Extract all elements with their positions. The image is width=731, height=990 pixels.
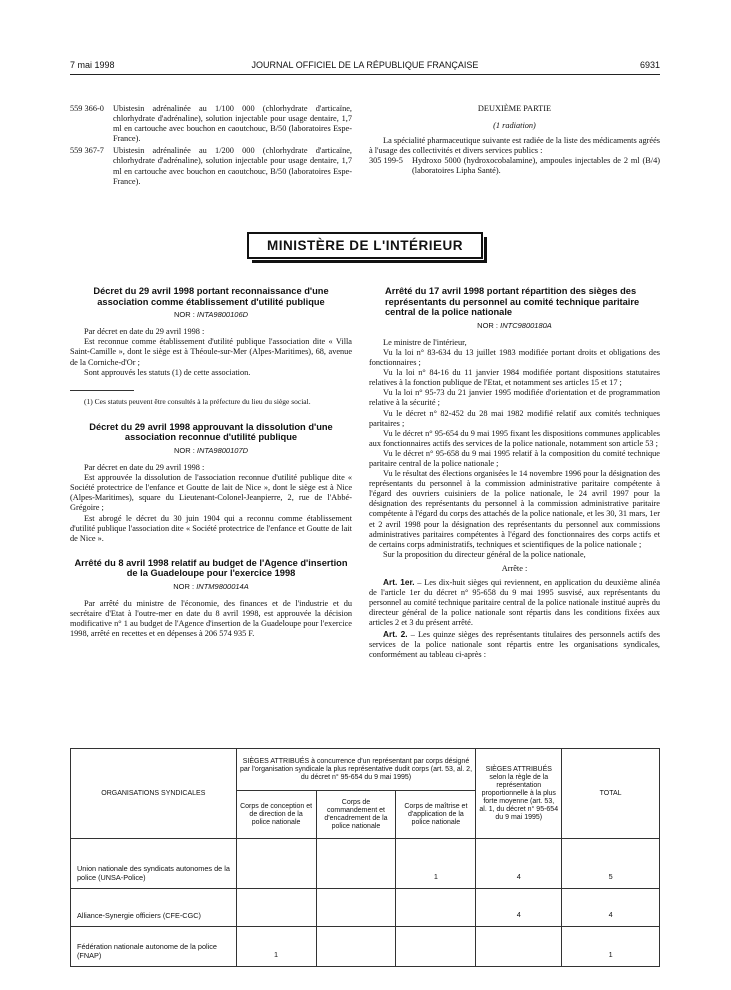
entry-text: Ubistesin adrénalinée au 1/200 000 (chlorhydrate d'articaïne, chlorhydrate d'adrénaline), solution injectable pour usage dentaire, 1,7 ml en cartouche avec bouchon en caoutchouc, B/50 (laboratoires Espe-France). (113, 146, 352, 186)
cell-total: 5 (562, 839, 660, 889)
arrete1-nor (70, 582, 352, 592)
nor-code: INTA9800106D (196, 310, 249, 320)
cell-maitrise (396, 889, 476, 927)
list-item (70, 104, 352, 144)
table-row (71, 927, 660, 967)
column-header-total: TOTAL (562, 749, 660, 839)
paragraph: Le ministre de l'intérieur, (383, 337, 467, 347)
entry-code: 305 199-5 (369, 156, 403, 166)
table-row (71, 889, 660, 927)
article-text: – Les dix-huit sièges qui reviennent, en application du deuxième alinéa de l'article 1er du décret n° 95-658 du 9 mai 1995 susvisé, aux représentants du personnel au comité technique paritaire central de la police nationale institué auprès du directeur général de la police nationale sont répartis dans les conditions fixées aux articles 2 et 3 du présent arrêté. (369, 578, 660, 628)
column-header-maitrise: Corps de maîtrise et d'application de la police nationale (396, 791, 476, 839)
vu-paragraph: Vu la loi n° 95-73 du 21 janvier 1995 modifiée d'orientation et de programmation relative à la sécurité ; (369, 388, 660, 408)
column-header-sieges-corps: SIÈGES ATTRIBUÉS à concurrence d'un représentant par corps désigné par l'organisation syndicale la plus représentative dudit corps (art. 53, al. 2, du décret n° 95-654 du 9 mai 1995) (236, 749, 476, 791)
footnote-separator (70, 390, 134, 391)
article-text: – Les quinze sièges des représentants titulaires des personnels actifs des services de la police nationale sont répartis entre les organisations syndicales, conformément au tableau ci-après : (369, 629, 660, 659)
right-column (369, 286, 660, 660)
article-2 (369, 629, 660, 660)
footnote: (1) Ces statuts peuvent être consultés à la préfecture du lieu du siège social. (84, 396, 311, 406)
table-row (71, 839, 660, 889)
ministry-title: MINISTÈRE DE L'INTÉRIEUR (267, 238, 463, 253)
arrete1-title: Arrêté du 8 avril 1998 relatif au budget de l'Agence d'insertion de la Guadeloupe pour l'exercice 1998 (74, 557, 348, 579)
cell-conception (236, 889, 316, 927)
list-item (369, 156, 660, 176)
nor-label: NOR : (173, 310, 195, 320)
arrete-heading: Arrête : (501, 563, 528, 573)
paragraph: Sont approuvés les statuts (1) de cette association. (84, 367, 251, 377)
paragraph: Est approuvée la dissolution de l'association reconnue d'utilité publique dite « Société protectrice de l'enfance et Goutte de lait de Nice », dont le siège est à Nice (Alpes-Maritimes), square du Lieutenant-Colonel-Jeanpierre, 2, rue de l'Abbé-Grégoire ; (70, 473, 352, 513)
cell-total: 1 (562, 927, 660, 967)
entry-text: Hydroxo 5000 (hydroxocobalamine), ampoules injectables de 2 ml (B/4) (laboratoires Lipha Santé). (412, 156, 660, 176)
cell-conception: 1 (236, 927, 316, 967)
decree2-nor (70, 446, 352, 456)
cell-conception (236, 839, 316, 889)
vu-paragraph: Vu la loi n° 84-16 du 11 janvier 1984 modifiée portant dispositions statutaires relatives à la fonction publique de l'Etat, et notamment ses articles 15 et 17 ; (369, 368, 660, 388)
page-header (70, 60, 660, 72)
column-header-organisations: ORGANISATIONS SYNDICALES (71, 749, 237, 839)
cell-maitrise (396, 927, 476, 967)
decree1-nor (70, 310, 352, 320)
cell-commandement (316, 839, 396, 889)
paragraph: Par décret en date du 29 avril 1998 : (84, 463, 205, 473)
cell-commandement (316, 927, 396, 967)
header-journal-title: JOURNAL OFFICIEL DE LA RÉPUBLIQUE FRANÇAISE (251, 60, 479, 70)
nor-label: NOR : (173, 581, 195, 591)
vu-paragraph: Vu le décret n° 95-654 du 9 mai 1995 fixant les dispositions communes applicables aux fonctionnaires actifs des services de la police nationale, notamment son article 53 ; (369, 428, 660, 448)
vu-paragraph: Vu le décret n° 82-452 du 28 mai 1982 modifié relatif aux comités techniques paritaires ; (369, 408, 660, 428)
entry-text: Ubistesin adrénalinée au 1/100 000 (chlorhydrate d'articaïne, chlorhydrate d'adrénaline), solution injectable pour usage dentaire, 1,7 ml en cartouche avec bouchon en caoutchouc, B/50 (laboratoires Espe-France). (113, 104, 352, 144)
column-header-sieges-proportionnelle: SIÈGES ATTRIBUÉS selon la règle de la représentation proportionnelle à la plus forte moyenne (art. 53, al. 1, du décret n° 95-654 du 9 mai 1995) (476, 749, 562, 839)
row-organisation: Alliance-Synergie officiers (CFE-CGC) (71, 889, 237, 927)
entry-code: 559 367-7 (70, 146, 104, 156)
article-label: Art. 1er. (383, 577, 415, 588)
decree1-title: Décret du 29 avril 1998 portant reconnaissance d'une association comme établissement d'utilité publique (93, 286, 329, 307)
seats-table (70, 748, 660, 967)
column-header-conception: Corps de conception et de direction de la police nationale (236, 791, 316, 839)
article-1 (369, 577, 660, 628)
cell-proportionnelle: 4 (476, 839, 562, 889)
cell-maitrise: 1 (396, 839, 476, 889)
nor-code: INTM9800014A (196, 581, 249, 591)
cell-commandement (316, 889, 396, 927)
header-date: 7 mai 1998 (70, 60, 115, 70)
ministry-heading (247, 232, 483, 259)
medication-list (70, 104, 352, 189)
vu-paragraph: Vu le résultat des élections organisées le 14 novembre 1996 pour la désignation des représentants du personnel à la commission administrative paritaire compétente à l'égard des ouvriers cuisiniers de la police nationale, le 24 avril 1997 pour la désignation des représentants du personnel à la commission administrative paritaire compétente à l'égard du corps des attachés de la police nationale, et les 30, 31 mars, 1er et 2 avril 1998 pour la désignation des représentants du personnel aux commissions administratives paritaires compétentes à l'égard des fonctionnaires des corps actifs et de certains corps administratifs, techniques et scientifiques de la police nationale ; (369, 469, 660, 549)
cell-total: 4 (562, 889, 660, 927)
vu-paragraph: Vu le décret n° 95-658 du 9 mai 1995 relatif à la composition du comité technique paritaire central de la police nationale ; (369, 448, 660, 468)
nor-label: NOR : (173, 445, 195, 455)
list-item (70, 146, 352, 186)
section-subheading: (1 radiation) (493, 121, 536, 131)
header-rule (70, 74, 660, 75)
paragraph: Est reconnue comme établissement d'utilité publique l'association dite « Villa Saint-Camille », dont le siège est à Théoule-sur-Mer (Alpes-Maritimes), 68, avenue de la Corniche-d'Or ; (70, 337, 352, 367)
cell-proportionnelle (476, 927, 562, 967)
article-label: Art. 2. (383, 628, 408, 639)
column-header-commandement: Corps de commandement et d'encadrement de la police nationale (316, 791, 396, 839)
row-organisation: Fédération nationale autonome de la police (FNAP) (71, 927, 237, 967)
nor-label: NOR : (477, 320, 499, 330)
decree2-title: Décret du 29 avril 1998 approuvant la dissolution d'une association reconnue d'utilité publique (89, 421, 333, 443)
vu-paragraph: Vu la loi n° 83-634 du 13 juillet 1983 modifiée portant droits et obligations des fonctionnaires ; (369, 347, 660, 368)
paragraph: Par décret en date du 29 avril 1998 : (84, 327, 205, 337)
deuxieme-partie (369, 104, 660, 179)
arrete2-nor (369, 321, 660, 331)
paragraph: Est abrogé le décret du 30 juin 1904 qui a reconnu comme établissement d'utilité publique l'association dite « Société protectrice de l'enfance et Goutte de lait de Nice ». (70, 513, 352, 543)
section-heading: DEUXIÈME PARTIE (477, 104, 552, 113)
left-column (70, 286, 352, 639)
arrete2-title: Arrêté du 17 avril 1998 portant répartition des sièges des représentants du personnel au comité technique paritaire central de la police nationale (385, 286, 640, 318)
entry-code: 559 366-0 (70, 104, 104, 113)
cell-proportionnelle: 4 (476, 889, 562, 927)
section-paragraph: La spécialité pharmaceutique suivante est radiée de la liste des médicaments agréés à l'usage des collectivités et divers services publics : (369, 136, 660, 156)
vu-paragraph: Sur la proposition du directeur général de la police nationale, (383, 549, 586, 559)
nor-code: INTA9800107D (196, 445, 249, 455)
nor-code: INTC9800180A (500, 320, 552, 330)
paragraph: Par arrêté du ministre de l'économie, des finances et de l'industrie et du secrétaire d'Etat à l'outre-mer en date du 8 avril 1998, est approuvée la décision modificative n° 1 au budget de l'Agence d'insertion de la Guadeloupe pour l'exercice 1998, arrêté en recettes et en dépenses à 206 574 935 F. (70, 599, 352, 639)
table-header-row (71, 749, 660, 791)
header-page-number: 6931 (639, 60, 660, 70)
row-organisation: Union nationale des syndicats autonomes de la police (UNSA-Police) (71, 839, 237, 889)
